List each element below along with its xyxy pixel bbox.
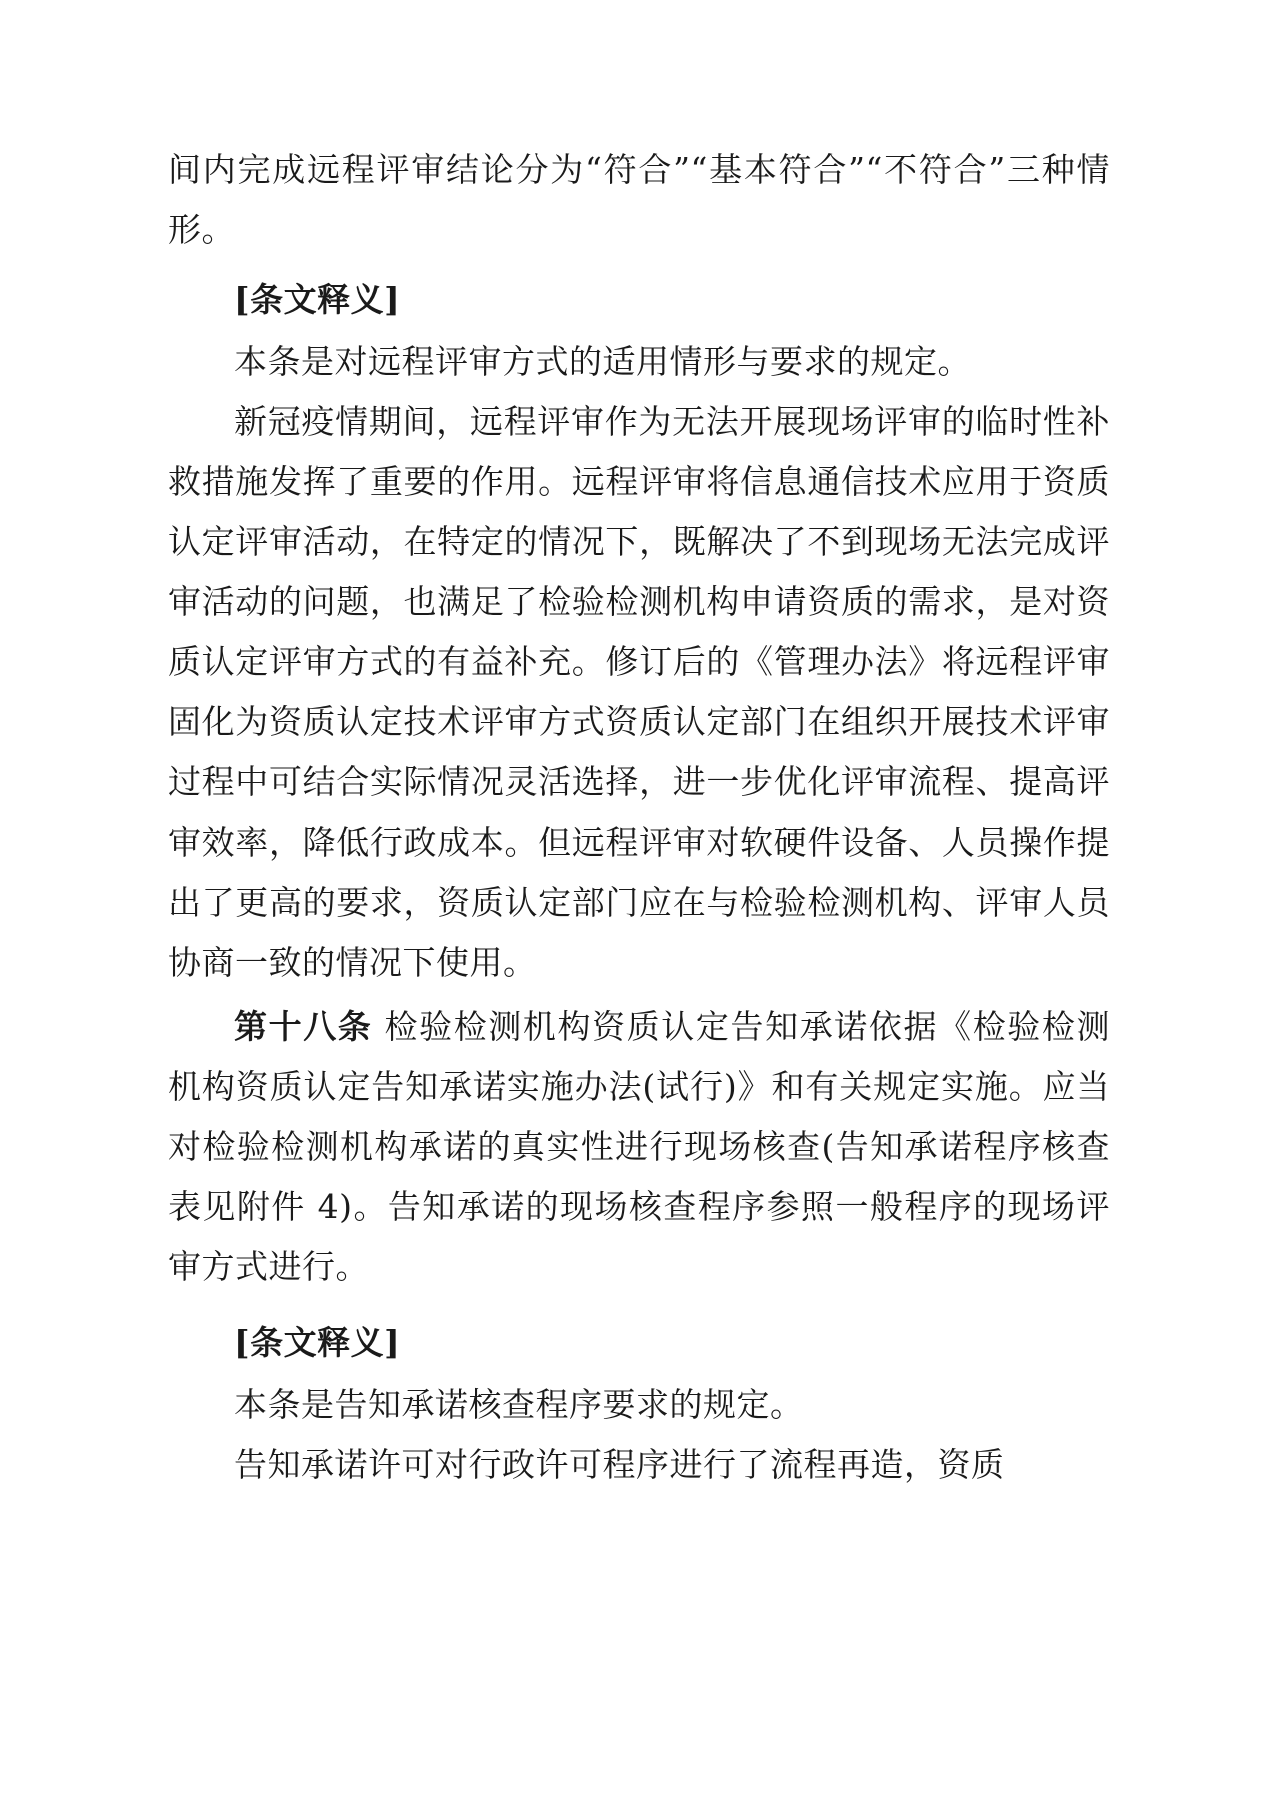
article-18-label: 第十八条 [234,1006,373,1046]
paragraph-interpretation-2-1: 本条是告知承诺核查程序要求的规定。 [234,1384,804,1424]
spacer [168,260,1110,264]
section-heading-interpretation-2: [条文释义] [234,1322,401,1362]
spacer [168,1297,1110,1307]
article-18-text: 检验检测机构资质认定告知承诺依据《检验检测机构资质认定告知承诺实施办法(试行)》和有关规定实施。应当对检验检测机构承诺的真实性进行现场核查(告知承诺程序核查表见附件 4)。告知承诺的现场核查程序参照一般程序的现场评审方式进行。 [168,1006,1111,1286]
article-18-paragraph [168,997,1110,1297]
paragraph-interpretation-1-2: 新冠疫情期间，远程评审作为无法开展现场评审的临时性补救措施发挥了重要的作用。远程评审将信息通信技术应用于资质认定评审活动，在特定的情况下，既解决了不到现场无法完成评审活动的问题，也满足了检验检测机构申请资质的需求，是对资质认定评审方式的有益补充。修订后的《管理办法》将远程评审固化为资质认定技术评审方式资质认定部门在组织开展技术评审过程中可结合实际情况灵活选择，进一步优化评审流程、提高评审效率，降低行政成本。但远程评审对软硬件设备、人员操作提出了更高的要求，资质认定部门应在与检验检测机构、评审人员协商一致的情况下使用。 [168,402,1110,982]
section-heading-interpretation-1: [条文释义] [234,280,401,320]
paragraph-continuation: 间内完成远程评审结论分为“符合”“基本符合”“不符合”三种情形。 [168,150,1110,250]
document-body [168,140,1110,1495]
paragraph-interpretation-1-1: 本条是对远程评审方式的适用情形与要求的规定。 [234,342,971,382]
article-18-spacer [372,1007,384,1046]
paragraph-interpretation-2-2: 告知承诺许可对行政许可程序进行了流程再造，资质 [234,1444,1005,1484]
